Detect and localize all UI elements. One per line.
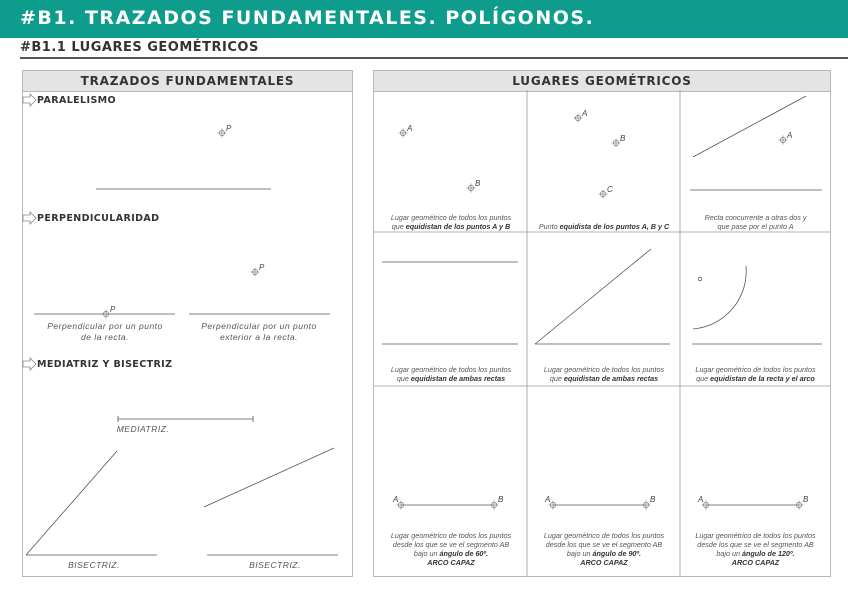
caption-line: [681, 374, 830, 383]
point-label: B: [475, 179, 481, 188]
caption-bold: equidistan de los puntos A y B: [405, 222, 511, 231]
caption-line: Recta concurrente a otras dos y: [704, 213, 807, 222]
paralelismo-drawing: [96, 129, 271, 190]
lg-grid: [374, 90, 830, 576]
point-label: B: [650, 495, 656, 504]
caption-perpendicular-point-on-line: [30, 321, 180, 343]
lg-caption-4: [375, 365, 527, 383]
lg-caption-5: [528, 365, 680, 383]
section-label-perpendicularidad: PERPENDICULARIDAD: [37, 213, 160, 224]
lg-caption-6: [681, 365, 830, 383]
point-label: C: [607, 185, 613, 194]
lg-caption-3: [681, 213, 830, 231]
perpendicularidad-drawing: [34, 268, 330, 319]
caption-line: de la recta.: [80, 332, 130, 342]
point-label: B: [803, 495, 809, 504]
caption-line: Perpendicular por un punto: [47, 321, 163, 331]
caption-bold: ángulo de 90º.: [592, 549, 642, 558]
caption-line: Perpendicular por un punto: [201, 321, 317, 331]
lg-caption-8: [528, 531, 680, 567]
caption-text: bajo un: [413, 549, 440, 558]
point-label: P: [110, 305, 116, 314]
lg-caption-7: [375, 531, 527, 567]
caption-text: bajo un: [716, 549, 742, 558]
section-label-mediatriz-bisectriz: MEDIATRIZ Y BISECTRIZ: [37, 359, 173, 370]
caption-line: [375, 374, 527, 383]
caption-footer: [681, 558, 830, 567]
page-subtitle: #B1.1 LUGARES GEOMÉTRICOS: [20, 40, 259, 55]
caption-bold: equidistan de la recta y el arco: [710, 374, 815, 383]
caption-bold: ARCO CAPAZ: [731, 558, 780, 567]
caption-line: Lugar geométrico de todos los puntos: [695, 365, 816, 374]
caption-bold: equidista de los puntos A, B y C: [559, 222, 670, 231]
caption-bold: ángulo de 120º.: [742, 549, 795, 558]
caption-line: Lugar geométrico de todos los puntos: [543, 365, 665, 374]
caption-mediatriz: MEDIATRIZ.: [116, 424, 170, 434]
caption-text: que: [549, 374, 564, 383]
point-label: B: [498, 495, 504, 504]
caption-line: Lugar geométrico de todos los puntos: [543, 531, 665, 540]
caption-bold: equidistan de ambas rectas: [410, 374, 506, 383]
lg-caption-1: [375, 213, 527, 231]
point-label: B: [620, 134, 626, 143]
lg-caption-2: [528, 222, 680, 231]
caption-line: [528, 549, 680, 558]
caption-footer: [528, 558, 680, 567]
point-label: A: [407, 124, 413, 133]
caption-line: [375, 222, 527, 231]
point-label: A: [582, 109, 588, 118]
caption-bold: ARCO CAPAZ: [580, 558, 628, 567]
caption-bold: equidistan de ambas rectas: [563, 374, 659, 383]
caption-text: bajo un: [566, 549, 593, 558]
caption-text: que: [391, 222, 406, 231]
caption-bisectriz-2: BISECTRIZ.: [249, 560, 301, 570]
caption-line: [375, 549, 527, 558]
caption-line: desde los que se ve el segmento AB: [697, 540, 814, 549]
point-label: A: [545, 495, 551, 504]
caption-text: Punto: [538, 222, 560, 231]
caption-line: Lugar geométrico de todos los puntos: [695, 531, 816, 540]
caption-line: [528, 222, 680, 231]
lg-caption-9: [681, 531, 830, 567]
caption-line: que pase por el punto A: [717, 222, 794, 231]
caption-line: desde los que se ve el segmento AB: [545, 540, 663, 549]
section-label-paralelismo: PARALELISMO: [37, 95, 117, 106]
caption-line: [681, 549, 830, 558]
caption-bisectriz-1: BISECTRIZ.: [68, 560, 120, 570]
caption-line: Lugar geométrico de todos los puntos: [390, 365, 512, 374]
right-panel-title: LUGARES GEOMÉTRICOS: [374, 71, 830, 92]
caption-line: desde los que se ve el segmento AB: [392, 540, 510, 549]
caption-bold: ARCO CAPAZ: [427, 558, 475, 567]
caption-perpendicular-exterior-point: [184, 321, 334, 343]
point-label: A: [698, 495, 704, 504]
caption-text: que: [696, 374, 711, 383]
point-label: A: [393, 495, 399, 504]
page-title: #B1. TRAZADOS FUNDAMENTALES. POLÍGONOS.: [20, 7, 595, 29]
caption-text: que: [396, 374, 411, 383]
caption-footer: [375, 558, 527, 567]
point-label: P: [259, 263, 265, 272]
caption-bold: ángulo de 60º.: [439, 549, 489, 558]
mediatriz-bisectriz-drawing: [26, 416, 338, 555]
left-panel-title: TRAZADOS FUNDAMENTALES: [23, 71, 352, 92]
caption-line: [528, 374, 680, 383]
point-label: A: [787, 131, 793, 140]
point-label: P: [226, 124, 232, 133]
caption-line: exterior a la recta.: [219, 332, 299, 342]
caption-line: Lugar geométrico de todos los puntos: [390, 213, 512, 222]
caption-line: Lugar geométrico de todos los puntos: [390, 531, 512, 540]
